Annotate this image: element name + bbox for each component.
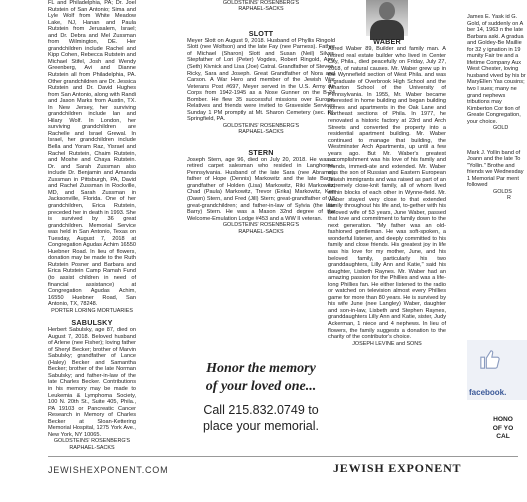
honor-ad-line: HONO (493, 416, 513, 423)
rutstein-obituary-text: FL and Philadelphia, PA; Dr. Joel Rutstein of San Antonio; Sima and Lyle Wolf from White Meadow Lake, NJ, Hanan and Paula Rutstein from Jerusalem, Israel; and Dr. Debra and Mel Zussman from Wilmington, DE. Her grandchildren include Rachel and Kipp Cohen, Rebecca Rutstein and Michael Stifel, Josh and Wendy Greenberg, Avi and Dianne Rutstein all from Philadelphia, PA. Other grandchildren are Dr. Jessica Rutstein and Dr. David Hughes from San Antonio, along with Randi and Jason Marks from Austin, TX. In New Jersey, her surviving grandchildren include Ian and Hilary Wolf. In London, her surviving grandchildren are Rachelle and Israel Grewal. In Israel, her grandchildren include Bella and Yoram Raz, Yisrael and Rachel Rutstein, Chaim Rutstein, and Moshe and Chaya Rutstein. Dr. and Sarah Zussman also include Dr. Benjamin and Amanda Zussman in Pittsburgh, PA, David and Rachel Zussman in Rockville, MD, and Sarah Zussman in Jacksonville, Florida. One of her grandchildren, Erica Rutstein, preceded her in death in 1993. She is survived by 36 great grandchildren. Memorial Service was held in San Antonio, Texas on Tuesday, August 7, 2018 at Congregation Agudas Achim 16550 Huebner Road. In lieu of flowers, donation may be made to the Ruth Rutstein Posner and Barbara and Erica Rutstein Camp Ramah Fund (to assist children in need of financial assistance) at Congregation Agudas Achim, 16550 Huebner Road, San Antonio, TX, 78248. (48, 0, 136, 308)
thumbs-up-icon (479, 348, 501, 370)
memorial-ad-headline: of your loved one... (205, 379, 317, 394)
funeral-home-signature: GOLDS (493, 188, 512, 195)
funeral-home-signature: PORTER LORING MORTUARIES (51, 307, 133, 314)
obituary-heading-sabulsky: SABULSKY (71, 318, 113, 328)
obituary-column-3 (328, 37, 446, 347)
memorial-ad (187, 360, 335, 434)
facebook-ad[interactable] (467, 340, 527, 400)
yollin-obituary-text: Mark J. Yollin band of Joann and the late To "Yollin." Brothe and friends we Wednesday 1 Memorial Par ment followed (467, 149, 524, 189)
obituary-heading-slott: SLOTT (248, 28, 274, 38)
yask-obituary-text: James E. Yask id G. Gold, of suddenly on A ber 14, 1963 n the late Barbara aski. A gradua and Goldey-Be Maillie for 32 y ignation in 19 munity Fair tre and a lifetime Company Aux West Chester, loving husband vived by his br MaryEllen Yas cousins; two I sues; many ne grand nephews tributions may Kimberton Cor tion of Greate Congregation, your choice. (467, 14, 526, 125)
funeral-home-signature: RAPHAEL-SACKS (238, 129, 284, 136)
honor-ad-line: CAL (496, 433, 510, 441)
waber-portrait-photo (366, 0, 408, 36)
footer-publication-name: JEWISH EXPONENT (333, 461, 462, 475)
stern-obituary-text: Joseph Stern, age 96, died on July 20, 2018. He was a retired carpet salesman who resided in Langhorne, Pennsylvania. Husband of the late Sara (nee Abrams); father of Hope (Dennis) Markowitz and the late Barry; grandfather of Holden (Lisa) Markowitz, Riki Markowitz, Chad (Paula) Markowitz, Trevor (Erika) Markowitz, Ken (Dawn) Stern, and Fred (Jill) Stern; great-grandfather of 13 great-grandchildren; and father-in-law of Sylvia (the late Barry) Stern. He was a Mason 32nd degree of the Welcome-Emulation Lodge #453 and a WW II veteran. (187, 156, 335, 222)
memorial-ad-headline: Honor the memory (206, 361, 316, 376)
waber-obituary-text: Alfred Waber 89, Builder and family man. A retired real estate builder who lived in Center City, Phila., died peacefully on Friday, July 27, 2018, of natural causes. Mr. Waber grew up in the Wynnefield section of West Phila. and was a graduate of Overbrook High School and the Wharton School of the University of Pennsylvania. In 1955, Mr. Waber became interested in home building and began building homes and apartments in the Oak Lane and Northeast sections of Phila. In 1977, he renovated a historic factory at 23rd and Arch Streets and converted the property into a residential apartment building. Mr. Waber continued to manage that building, the Westminster Arch Apartments, up until a few years ago. But Mr. Waber's greatest accomplishment was his love of his family and friends, immedi-ate and extended. Mr. Waber was the son of Russian and Eastern European Jewish immigrants and was raised as part of an extremely close-knit family, all of whom lived within blocks of each other in Wynne-field. Mr. Waber stayed very close to that extended family throughout his life and, to-gether with his beloved wife of 53 years, June Waber, passed that love and commitment to family down to the next generation. "My father was an old-fashioned gentleman. He was soft-spoken, a wonderful listener, and deeply committed to his family and close friends. His greatest joy in life was his love for my mother, June, and his beloved family, particularly his two granddaughters, Lilly Ann and Katie," said his daughter, Lisbeth Raynes. Mr. Waber had an amazing passion for the Phillies and was a life-long Phillies fan. He either listened to the radio or watched on television almost every Phillies game for more than 80 years. He is survived by his wife June (nee Langley) Waber, daughter and son-in-law, Lisbeth and Stephen Raynes, granddaughters Lilly Ann and Katie, sister, Judy Ackerman, 1 niece and 4 nephews. In lieu of flowers, the family suggests a donation to the charity of the contributor's choice. (328, 46, 446, 341)
memorial-ad-cta: place your memorial. (202, 419, 319, 433)
funeral-home-signature: GOLDSTEINS' ROSENBERG'S (222, 122, 300, 129)
honor-ad-line: OF YO (492, 424, 514, 432)
funeral-home-signature: GOLDSTEINS' ROSENBERG'S (222, 222, 300, 229)
obituary-column-1 (48, 0, 136, 451)
funeral-home-signature: GOLDSTEINS' ROSENBERG'S (53, 438, 131, 445)
footer-website: JEWISHEXPONENT.COM (48, 465, 169, 475)
funeral-home-signature: GOLDSTEINS' ROSENBERG'S (222, 0, 300, 6)
funeral-home-signature: RAPHAEL-SACKS (238, 6, 284, 13)
sabulsky-obituary-text: Herbert Sabulsky, age 87, died on August 7, 2018. Beloved husband of Arlene (nee Fisher); loving father of Sheryl Becker; brother of Marvin Sabulsky; grandfather of Lance (Haley) Becker and Samantha Becker; brother of the late Norman Sabulsky; and father-in-law of the late Charles Becker. Contributions in his memory may be made to Leukemia & Lymphoma Society, 100 N. 20th St., Suite 405, Phila., PA 19103 or Pancreatic Cancer Research in Memory of Charles Becker at Sloan-Kettering Memorial Hospital, 1275 York Ave., New York, NY 10065. (48, 327, 136, 438)
obituary-column-4 (467, 14, 527, 202)
funeral-home-signature: R (507, 195, 511, 202)
obituary-heading-stern: STERN (248, 147, 274, 157)
funeral-home-signature: RAPHAEL-SACKS (238, 228, 284, 235)
funeral-home-signature: JOSEPH LEVINE and SONS (352, 340, 422, 347)
facebook-label: facebook. (469, 388, 507, 397)
footer-divider (48, 456, 518, 457)
slott-obituary-text: Meyer Slott on August 9, 2018. Husband of Phyllis Ringold Slott (nee Wolfson) and the late Fay (nee Parness). Father of Michael (Sharon) Slott and Susan (Neil) Silver. Stepfather of Lori (Peter) Vogdes, Robert Ringold, Amy (Seth) Kivnick and Lisa (Joe) Catral. Grandfather of Steven, Ricky, Sara and Joseph. Great Grandfather of Nora and Carson. A War Hero and member of the Jewish War Veterans Post #697, Meyer served in the U.S. Army Air Corps from 1942-1945 as a Nose Gunner on the B-24 Bomber. He flew 35 successful missions over Europe. Relatives and friends were invited to Graveside Services Sunday 1 PM promptly at Mt. Sharon Cemetery (sec. R), Springfield, PA. (187, 37, 335, 123)
funeral-home-signature: RAPHAEL-SACKS (69, 444, 115, 451)
obituary-heading-waber: WABER (373, 37, 401, 46)
memorial-ad-phone: Call 215.832.0749 to (203, 403, 319, 417)
funeral-home-signature: GOLD (493, 125, 509, 132)
honor-ad-fragment (483, 416, 523, 442)
obituary-column-2 (187, 0, 335, 235)
